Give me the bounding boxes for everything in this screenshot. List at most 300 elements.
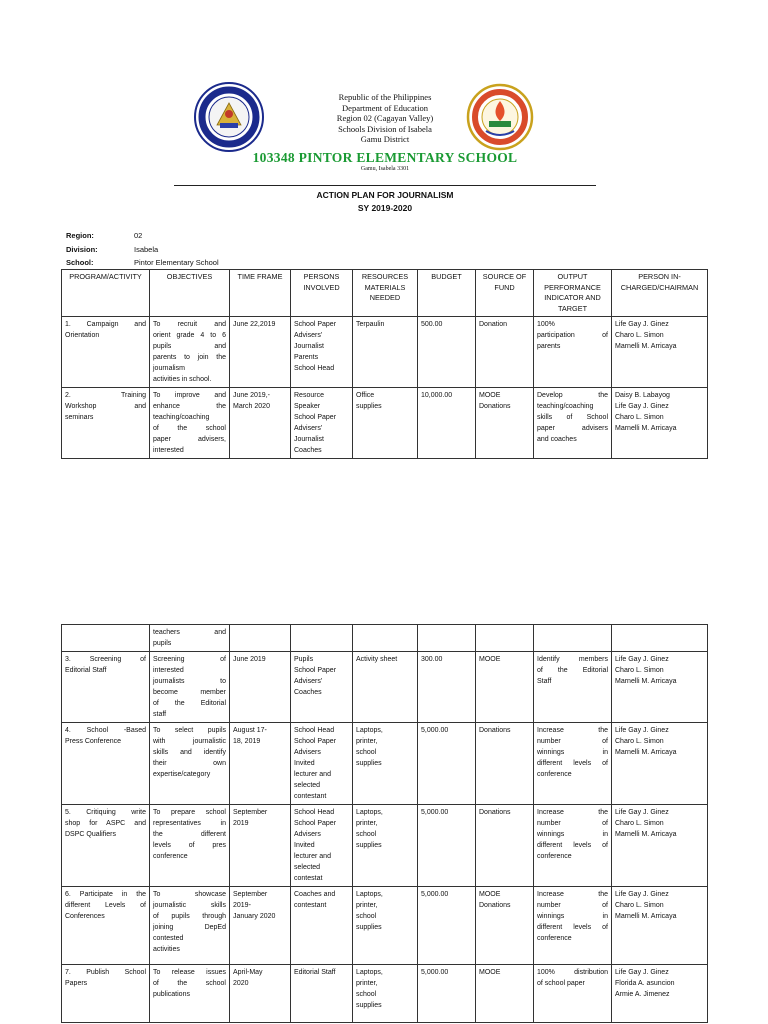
fund-cell — [476, 625, 534, 652]
incharge-text: Marnelli M. Arricaya — [615, 913, 677, 920]
output-cell — [534, 965, 612, 1023]
persons-text: contestat — [294, 875, 323, 882]
incharge-text: Life Gay J. Ginez — [615, 727, 669, 734]
persons-text: Coaches — [294, 689, 322, 696]
program-text: Workshop and — [65, 403, 146, 410]
page-gap — [0, 596, 768, 620]
header-divider — [174, 185, 596, 186]
fund-text: Donations — [479, 809, 511, 816]
resources-text: Laptops, — [356, 809, 383, 816]
output-text: teaching/coaching — [537, 403, 594, 410]
output-cell — [534, 887, 612, 965]
program-text: Orientation — [65, 332, 100, 339]
output-cell — [534, 625, 612, 652]
meta-label: School: — [66, 258, 94, 267]
output-text: participation of — [537, 332, 608, 339]
persons-cell — [291, 965, 353, 1023]
incharge-text: Charo L. Simon — [615, 667, 664, 674]
persons-text: Coaches — [294, 447, 322, 454]
fund-cell — [476, 887, 534, 965]
table-row-continued — [62, 625, 708, 652]
persons-text: School Head — [294, 809, 335, 816]
incharge-text: Charo L. Simon — [615, 820, 664, 827]
column-header-text: TARGET — [557, 303, 588, 313]
table-row — [62, 887, 708, 965]
persons-text: contestant — [294, 793, 327, 800]
column-header — [476, 270, 534, 317]
objectives-text: orient grade 4 to 6 — [153, 332, 226, 339]
program-cell — [62, 723, 150, 805]
objectives-text: of pupils through — [153, 913, 226, 920]
persons-cell — [291, 805, 353, 887]
objectives-text: levels of pres — [153, 842, 226, 849]
incharge-cell — [612, 388, 708, 459]
resources-text: printer, — [356, 820, 378, 827]
output-text: conference — [537, 771, 572, 778]
budget-text: 300.00 — [421, 656, 443, 663]
program-text: 6. Participate in the — [65, 891, 146, 898]
objectives-text: conference — [153, 853, 188, 860]
incharge-text: Charo L. Simon — [615, 902, 664, 909]
fund-text: MOOE — [479, 969, 501, 976]
persons-text: lecturer and — [294, 853, 331, 860]
resources-cell — [353, 723, 418, 805]
incharge-text: Florida A. asuncion — [615, 980, 675, 987]
resources-cell — [353, 317, 418, 388]
output-text: skills of School — [537, 414, 608, 421]
objectives-cell — [150, 887, 230, 965]
document-title: ACTION PLAN FOR JOURNALISM — [316, 190, 454, 200]
incharge-cell — [612, 625, 708, 652]
column-header-text: RESOURCES — [361, 272, 409, 281]
resources-text: Laptops, — [356, 891, 383, 898]
resources-cell — [353, 652, 418, 723]
persons-text: Editorial Staff — [294, 969, 336, 976]
incharge-text: Marnelli M. Arricaya — [615, 343, 677, 350]
budget-cell — [418, 887, 476, 965]
persons-text: Parents — [294, 354, 319, 361]
column-header-text: PERSON IN- — [638, 272, 681, 281]
resources-text: Terpaulin — [356, 321, 385, 328]
budget-cell — [418, 625, 476, 652]
column-header-text: OUTPUT — [557, 272, 588, 281]
resources-text: supplies — [356, 403, 382, 410]
fund-cell — [476, 965, 534, 1023]
persons-text: School Paper — [294, 820, 337, 827]
column-header — [62, 270, 150, 317]
incharge-text: Life Gay J. Ginez — [615, 891, 669, 898]
column-header — [534, 270, 612, 317]
output-cell — [534, 388, 612, 459]
output-text: number of — [537, 902, 608, 909]
table-header-row — [62, 270, 708, 317]
school-name: 103348 PINTOR ELEMENTARY SCHOOL — [252, 150, 518, 165]
output-cell — [534, 723, 612, 805]
output-text: conference — [537, 935, 572, 942]
incharge-text: Marnelli M. Arricaya — [615, 831, 677, 838]
output-text: Staff — [537, 678, 552, 685]
time-text: 2019- — [233, 902, 251, 909]
column-header-text: INDICATOR AND — [544, 293, 601, 302]
persons-text: selected — [294, 782, 321, 789]
school-address: Gamu, Isabela 3301 — [360, 166, 410, 172]
program-cell — [62, 805, 150, 887]
output-text: winnings in — [537, 831, 608, 838]
incharge-text: Life Gay J. Ginez — [615, 809, 669, 816]
objectives-text: pupils and — [153, 343, 226, 350]
header-line: Gamu District — [360, 134, 410, 144]
objectives-text: pupils — [153, 640, 172, 647]
objectives-text: To prepare school — [153, 809, 226, 816]
output-text: 100% — [537, 321, 555, 328]
objectives-text: To select pupils — [153, 727, 226, 734]
incharge-text: Armie A. Jimenez — [615, 991, 670, 998]
budget-cell — [418, 965, 476, 1023]
output-cell — [534, 317, 612, 388]
school-info — [64, 228, 221, 271]
resources-text: school — [356, 749, 377, 756]
fund-text: Donations — [479, 727, 511, 734]
program-cell — [62, 887, 150, 965]
fund-text: Donations — [479, 403, 511, 410]
objectives-text: activities — [153, 946, 180, 953]
objectives-text: enhance the — [153, 403, 226, 410]
column-header-text: FUND — [494, 282, 515, 292]
output-text: number of — [537, 738, 608, 745]
meta-value: 02 — [134, 231, 143, 240]
resources-text: supplies — [356, 924, 382, 931]
column-header — [230, 270, 291, 317]
objectives-text: Screening of — [153, 656, 226, 663]
objectives-text: of the school — [153, 425, 226, 432]
resources-cell — [353, 805, 418, 887]
persons-text: Advisers' — [294, 425, 323, 432]
objectives-text: activities in school. — [153, 376, 212, 383]
objectives-text: journalists to — [153, 678, 226, 685]
budget-text: 5,000.00 — [421, 809, 449, 816]
persons-cell — [291, 887, 353, 965]
resources-cell — [353, 388, 418, 459]
program-text: Editorial Staff — [65, 667, 107, 674]
action-plan-table — [61, 269, 708, 459]
resources-text: school — [356, 991, 377, 998]
objectives-text: of the school — [153, 980, 226, 987]
column-header — [353, 270, 418, 317]
column-header-text: NEEDED — [369, 293, 401, 302]
objectives-text: with journalistic — [153, 738, 226, 745]
fund-cell — [476, 652, 534, 723]
resources-text: supplies — [356, 842, 382, 849]
column-header — [150, 270, 230, 317]
column-header-text: SOURCE OF — [482, 272, 527, 281]
output-text: number of — [537, 820, 608, 827]
meta-value: Isabela — [134, 244, 159, 254]
budget-text: 5,000.00 — [421, 969, 449, 976]
resources-text: printer, — [356, 902, 378, 909]
program-text: 4. School -Based — [65, 727, 146, 734]
time-text: 2019 — [233, 820, 249, 827]
objectives-text: become member — [153, 689, 226, 696]
objectives-text: paper advisers, — [153, 436, 226, 443]
objectives-cell — [150, 625, 230, 652]
column-header-text: BUDGET — [431, 272, 462, 281]
incharge-text: Marnelli M. Arricaya — [615, 678, 677, 685]
fund-cell — [476, 388, 534, 459]
incharge-text: Charo L. Simon — [615, 738, 664, 745]
program-text: seminars — [65, 414, 94, 421]
resources-text: printer, — [356, 980, 378, 987]
resources-text: supplies — [356, 760, 382, 767]
table-row — [62, 805, 708, 887]
persons-cell — [291, 723, 353, 805]
resources-text: supplies — [356, 1002, 382, 1009]
objectives-text: the different — [153, 831, 226, 838]
output-cell — [534, 652, 612, 723]
budget-cell — [418, 652, 476, 723]
time-cell — [230, 965, 291, 1023]
fund-text: MOOE — [479, 891, 501, 898]
time-text: April-May — [233, 969, 263, 976]
output-text: Increase the — [537, 727, 608, 734]
time-cell — [230, 317, 291, 388]
resources-text: Laptops, — [356, 969, 383, 976]
incharge-cell — [612, 317, 708, 388]
budget-cell — [418, 723, 476, 805]
incharge-text: Charo L. Simon — [615, 332, 664, 339]
program-text: 7. Publish School — [65, 969, 146, 976]
fund-text: Donation — [479, 321, 508, 328]
resources-text: school — [356, 913, 377, 920]
time-cell — [230, 805, 291, 887]
output-cell — [534, 805, 612, 887]
persons-text: Coaches and — [294, 891, 336, 898]
header-line: Republic of the Philippines — [338, 92, 432, 102]
program-text: different Levels of — [65, 902, 146, 909]
time-cell — [230, 887, 291, 965]
document-subtitle: SY 2019-2020 — [357, 203, 413, 213]
column-header-text: PERFORMANCE — [544, 282, 601, 292]
objectives-text: To release issues — [153, 969, 226, 976]
program-text: DSPC Qualifiers — [65, 831, 116, 838]
objectives-text: To improve and — [153, 392, 226, 399]
persons-text: School Paper — [294, 738, 337, 745]
header-line: Region 02 (Cagayan Valley) — [336, 113, 434, 123]
header-line: Department of Education — [342, 102, 428, 113]
objectives-text: teaching/coaching — [153, 414, 210, 421]
time-text: 2020 — [233, 980, 249, 987]
program-text: 3. Screening of — [65, 656, 146, 663]
resources-text: Laptops, — [356, 727, 383, 734]
time-text: June 22,2019 — [233, 321, 276, 328]
objectives-text: interested — [153, 667, 184, 674]
time-text: 18, 2019 — [233, 738, 261, 745]
program-cell — [62, 625, 150, 652]
persons-cell — [291, 652, 353, 723]
persons-text: School Paper — [294, 667, 337, 674]
program-text: Press Conference — [65, 738, 122, 745]
time-text: September — [233, 891, 268, 898]
column-header-text: CHARGED/CHAIRMAN — [620, 282, 699, 292]
budget-text: 5,000.00 — [421, 891, 449, 898]
persons-text: School Head — [294, 727, 335, 734]
incharge-cell — [612, 887, 708, 965]
fund-cell — [476, 723, 534, 805]
objectives-text: publications — [153, 991, 190, 998]
output-text: different levels of — [537, 760, 608, 767]
incharge-text: Life Gay J. Ginez — [615, 403, 669, 410]
objectives-text: staff — [153, 711, 167, 718]
table-row — [62, 317, 708, 388]
column-header-text: MATERIALS — [364, 282, 406, 292]
objectives-text: parents to join the — [153, 354, 226, 361]
objectives-text: contested — [153, 935, 184, 942]
column-header-text: PERSONS — [303, 272, 340, 281]
resources-cell — [353, 965, 418, 1023]
output-text: parents — [537, 343, 561, 350]
objectives-cell — [150, 652, 230, 723]
table-row — [62, 652, 708, 723]
objectives-text: representatives in — [153, 820, 226, 827]
budget-text: 10,000.00 — [421, 392, 453, 399]
column-header — [418, 270, 476, 317]
program-cell — [62, 652, 150, 723]
persons-cell — [291, 625, 353, 652]
persons-text: School Head — [294, 365, 335, 372]
persons-text: Advisers — [294, 749, 321, 756]
objectives-text: expertise/category — [153, 771, 211, 778]
program-text: 5. Critiquing write — [65, 809, 146, 816]
time-cell — [230, 388, 291, 459]
meta-label: Region: — [66, 231, 94, 240]
program-text: Papers — [65, 980, 88, 987]
resources-text: printer, — [356, 738, 378, 745]
column-header-text: INVOLVED — [303, 282, 340, 292]
time-text: March 2020 — [233, 403, 270, 410]
program-text: 2. Training — [65, 392, 146, 399]
budget-text: 5,000.00 — [421, 727, 449, 734]
persons-text: School Paper — [294, 321, 337, 328]
incharge-cell — [612, 965, 708, 1023]
column-header-text: OBJECTIVES — [166, 272, 213, 281]
persons-text: Invited — [294, 760, 315, 767]
resources-text: school — [356, 831, 377, 838]
meta-label: Division: — [66, 244, 98, 254]
output-text: of the Editorial — [537, 667, 608, 674]
fund-cell — [476, 317, 534, 388]
column-header — [291, 270, 353, 317]
output-text: Develop the — [537, 392, 608, 399]
objectives-text: To recruit and — [153, 321, 226, 328]
objectives-text: interested — [153, 447, 184, 454]
resources-cell — [353, 887, 418, 965]
budget-text: 500.00 — [421, 321, 443, 328]
output-text: different levels of — [537, 842, 608, 849]
incharge-text: Life Gay J. Ginez — [615, 321, 669, 328]
program-text: 1. Campaign and — [65, 321, 146, 328]
budget-cell — [418, 388, 476, 459]
objectives-text: journalism — [153, 365, 185, 372]
incharge-cell — [612, 723, 708, 805]
persons-cell — [291, 317, 353, 388]
program-cell — [62, 317, 150, 388]
persons-text: Speaker — [294, 403, 321, 410]
program-cell — [62, 388, 150, 459]
persons-cell — [291, 388, 353, 459]
agency-header — [250, 92, 520, 145]
fund-text: MOOE — [479, 392, 501, 399]
persons-text: Advisers — [294, 831, 321, 838]
output-text: different levels of — [537, 924, 608, 931]
budget-cell — [418, 317, 476, 388]
resources-cell — [353, 625, 418, 652]
objectives-cell — [150, 965, 230, 1023]
column-header — [612, 270, 708, 317]
output-text: Increase the — [537, 891, 608, 898]
output-text: winnings in — [537, 913, 608, 920]
table-row — [62, 723, 708, 805]
persons-text: Invited — [294, 842, 315, 849]
incharge-text: Charo L. Simon — [615, 414, 664, 421]
objectives-cell — [150, 388, 230, 459]
persons-text: contestant — [294, 902, 327, 909]
incharge-cell — [612, 652, 708, 723]
objectives-text: of the Editorial — [153, 700, 226, 707]
persons-text: Resource — [294, 392, 324, 399]
objectives-cell — [150, 317, 230, 388]
time-text: January 2020 — [233, 913, 276, 920]
fund-text: Donations — [479, 902, 511, 909]
time-text: June 2019 — [233, 656, 266, 663]
persons-text: School Paper — [294, 414, 337, 421]
action-plan-table-continued — [61, 624, 708, 1023]
column-header-text: TIME FRAME — [237, 272, 283, 281]
table-row — [62, 965, 708, 1023]
output-text: Identify members — [537, 656, 608, 663]
incharge-text: Marnelli M. Arricaya — [615, 749, 677, 756]
header-line: Schools Division of Isabela — [338, 123, 432, 134]
program-text: shop for ASPC and — [65, 820, 146, 827]
output-text: conference — [537, 853, 572, 860]
persons-text: Pupils — [294, 656, 314, 663]
objectives-text: teachers and — [153, 629, 226, 636]
incharge-text: Daisy B. Labayog — [615, 392, 670, 399]
incharge-text: Life Gay J. Ginez — [615, 969, 669, 976]
objectives-cell — [150, 805, 230, 887]
time-text: June 2019,- — [233, 392, 270, 399]
output-text: and coaches — [537, 436, 577, 443]
persons-text: Advisers' — [294, 332, 323, 339]
program-cell — [62, 965, 150, 1023]
time-text: August 17- — [233, 727, 267, 734]
persons-text: Journalist — [294, 343, 324, 350]
program-text: Conferences — [65, 913, 105, 920]
resources-text: Activity sheet — [356, 656, 398, 663]
output-text: paper advisers — [537, 425, 608, 432]
budget-cell — [418, 805, 476, 887]
objectives-text: journalistic skills — [153, 902, 226, 909]
output-text: of school paper — [537, 980, 585, 987]
table-row — [62, 388, 708, 459]
column-header-text: PROGRAM/ACTIVITY — [69, 272, 142, 281]
fund-text: MOOE — [479, 656, 501, 663]
time-cell — [230, 723, 291, 805]
document-page-2 — [0, 620, 768, 1024]
objectives-cell — [150, 723, 230, 805]
objectives-text: joining DepEd — [153, 924, 226, 931]
meta-value: Pintor Elementary School — [134, 258, 219, 267]
time-cell — [230, 625, 291, 652]
time-cell — [230, 652, 291, 723]
